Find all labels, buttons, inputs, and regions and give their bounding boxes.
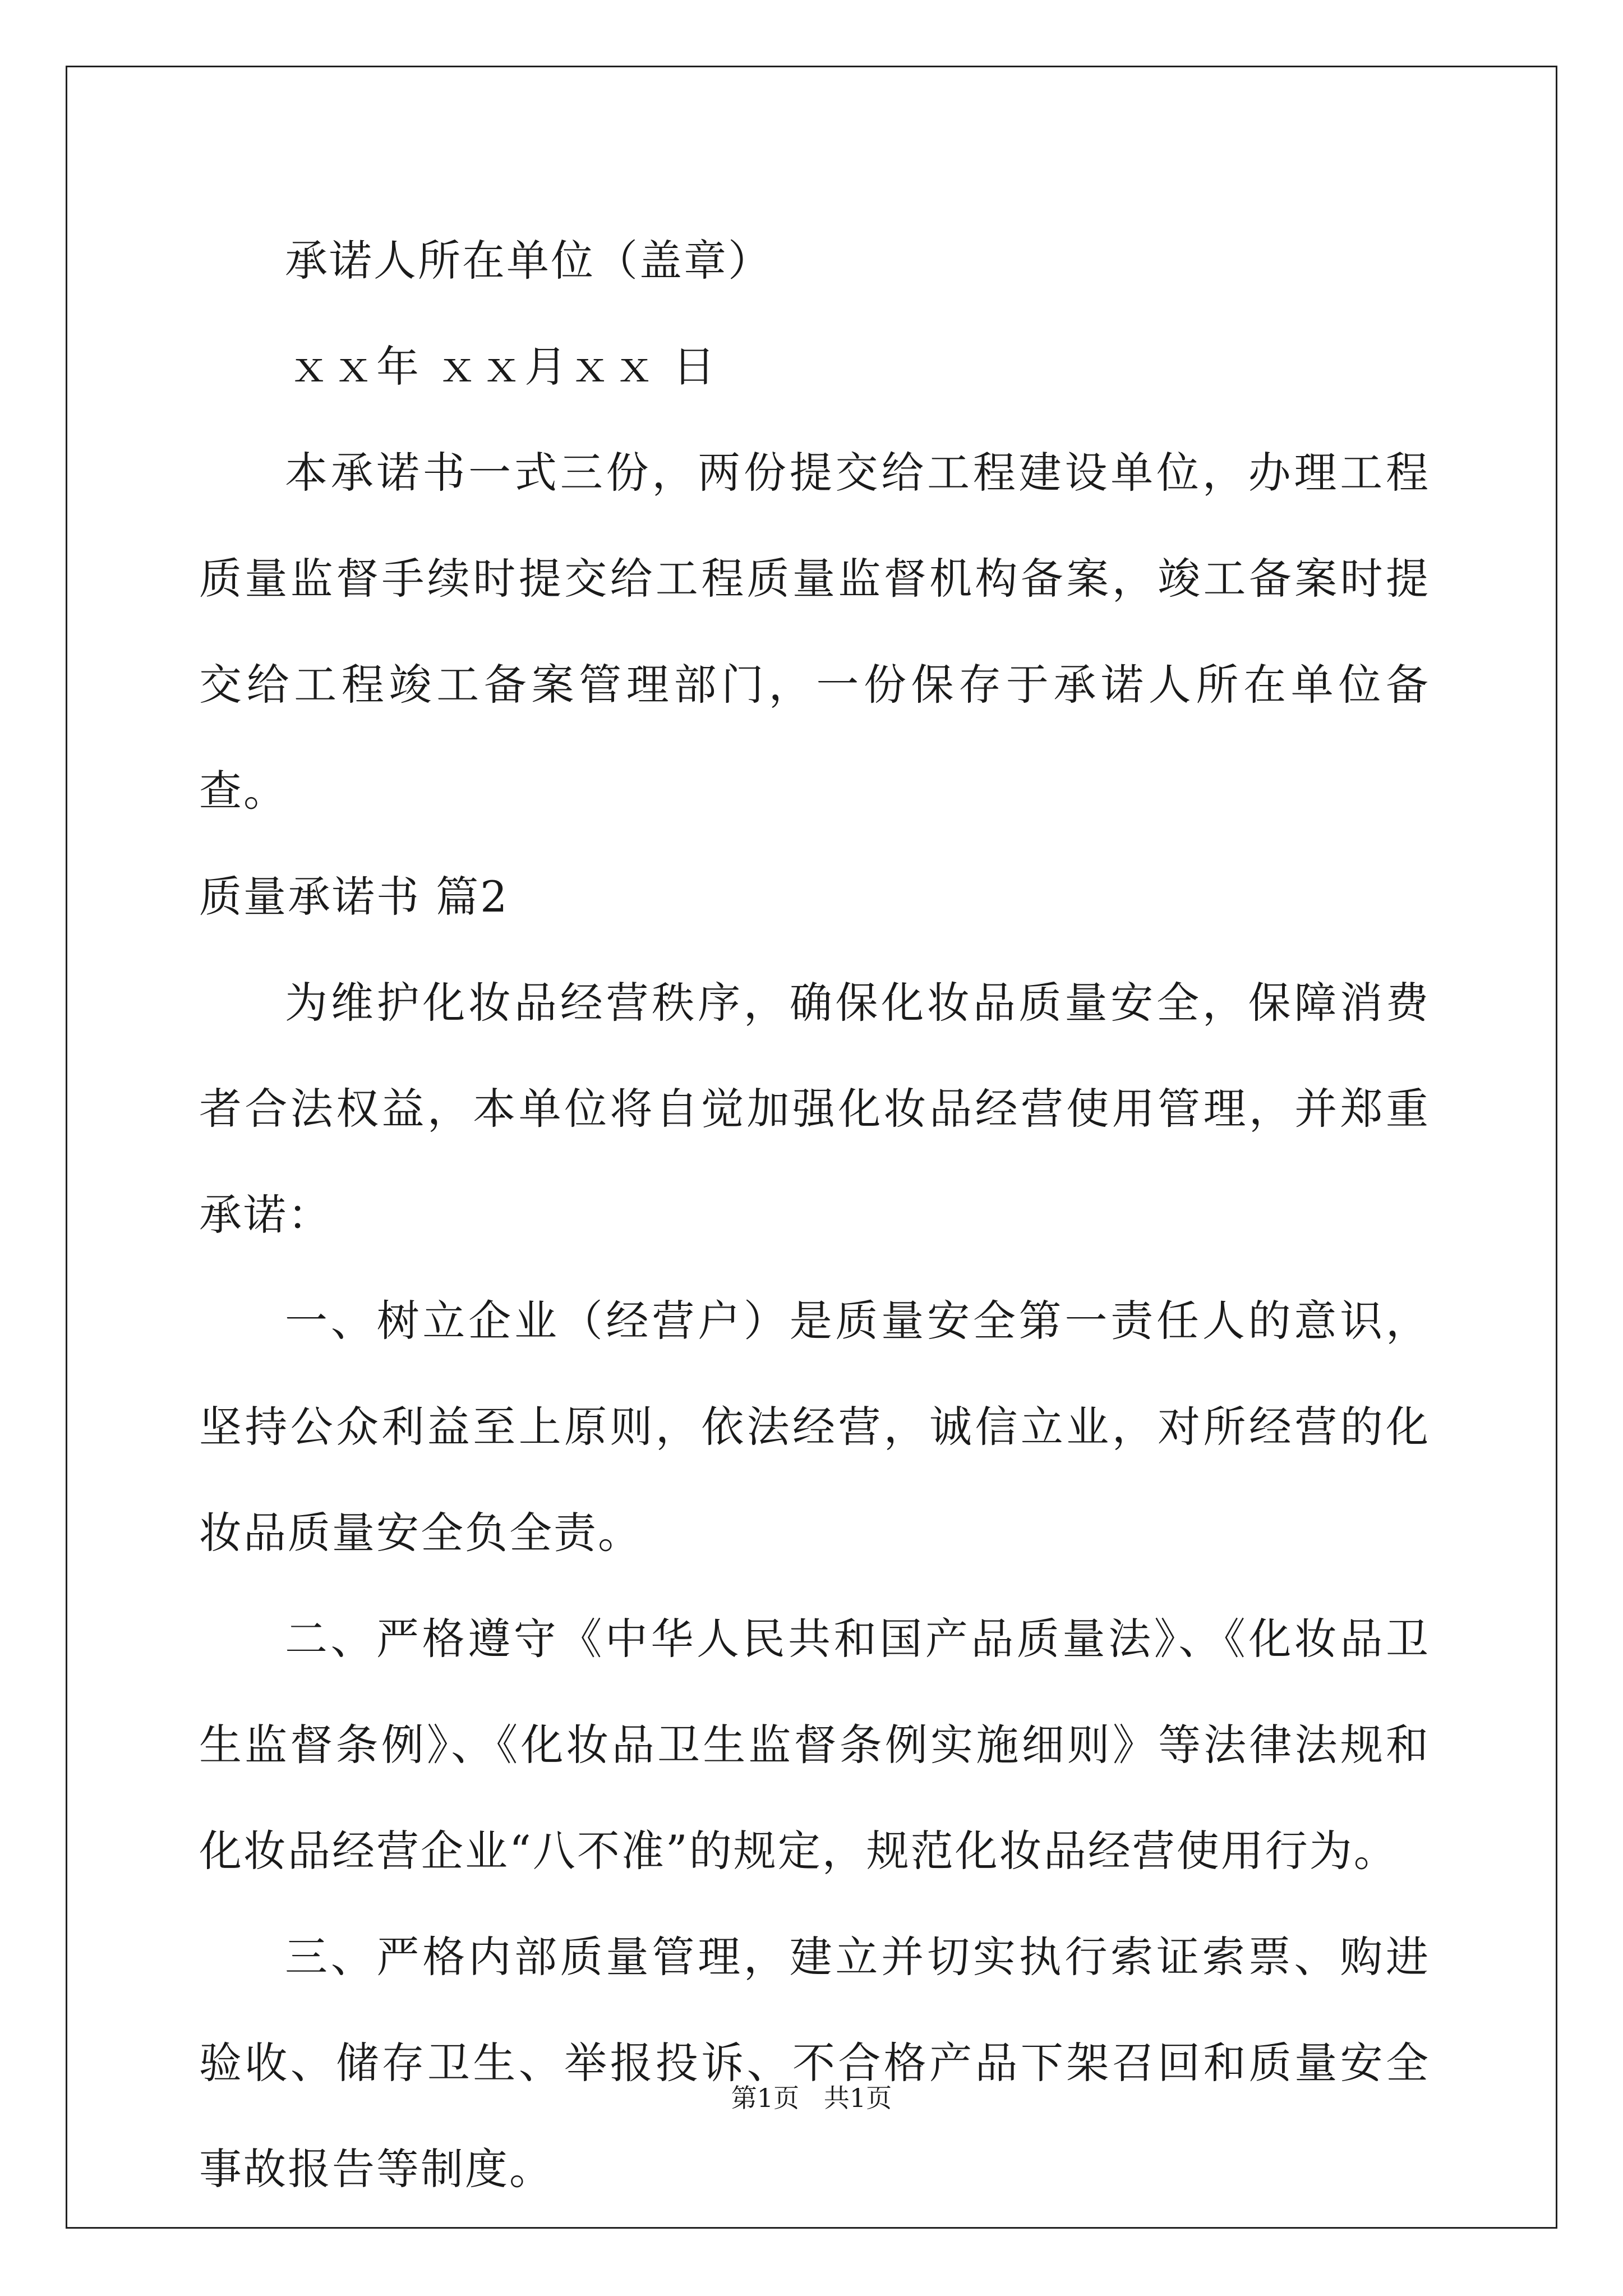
date-line: ｘｘ年 ｘｘ月ｘｘ 日 (288, 342, 717, 392)
document-body (199, 208, 1430, 2222)
paragraph-copies-note: 本承诺书一式三份，两份提交给工程建设单位，办理工程质量监督手续时提交给工程质量监督机构备案，竣工备案时提交给工程竣工备案管理部门，一份保存于承诺人所在单位备查。 (199, 448, 1430, 816)
section-heading: 质量承诺书 篇2 (199, 872, 509, 922)
page-footer: 第1页 共1页 (731, 2083, 892, 2113)
paragraph-intro: 为维护化妆品经营秩序，确保化妆品质量安全，保障消费者合法权益，本单位将自觉加强化妆品经营使用管理，并郑重承诺： (199, 978, 1430, 1240)
paragraph-item-2: 二、严格遵守《中华人民共和国产品质量法》、《化妆品卫生监督条例》、《化妆品卫生监督条例实施细则》等法律法规和化妆品经营企业“八不准”的规定，规范化妆品经营使用行为。 (199, 1614, 1430, 1876)
paragraph-item-1: 一、树立企业（经营户）是质量安全第一责任人的意识，坚持公众利益至上原则，依法经营，诚信立业，对所经营的化妆品质量安全负全责。 (199, 1296, 1430, 1558)
paragraph-item-3: 三、严格内部质量管理，建立并切实执行索证索票、购进验收、储存卫生、举报投诉、不合格产品下架召回和质量安全事故报告等制度。 (199, 1932, 1430, 2194)
signature-unit-line: 承诺人所在单位（盖章） (285, 236, 772, 286)
